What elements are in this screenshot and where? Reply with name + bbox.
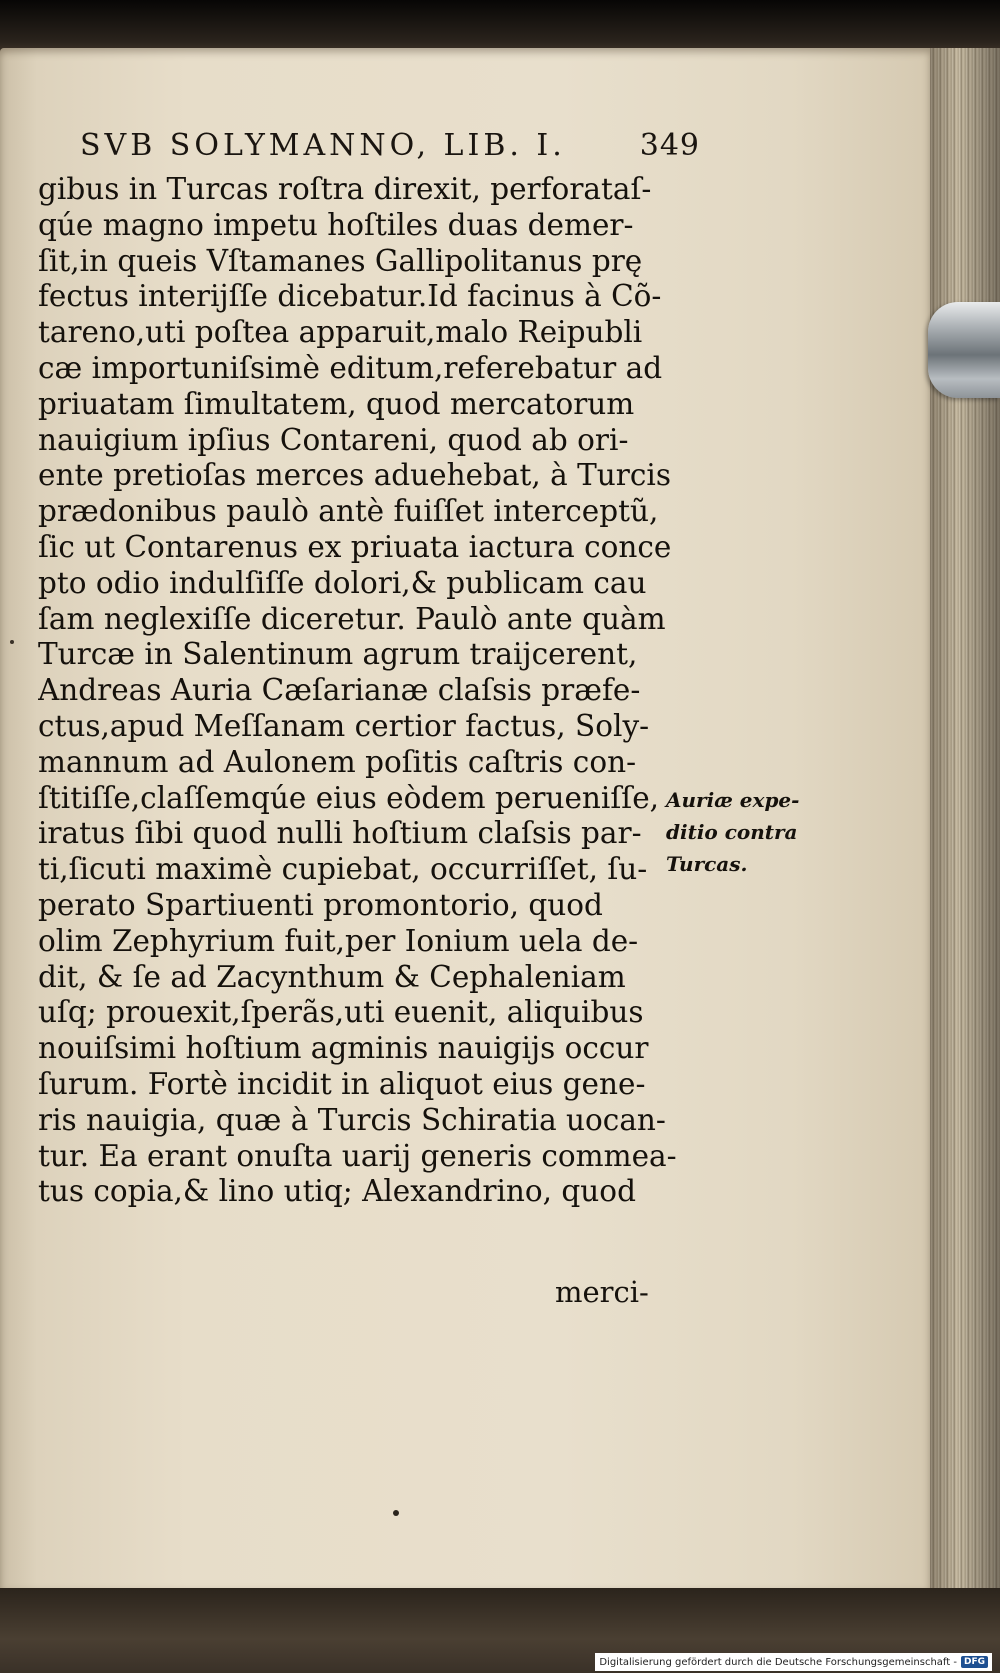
running-head xyxy=(80,128,700,163)
text-line: olim Zephyrium fuit,per Ionium uela de- xyxy=(38,923,639,958)
marginal-note-line: Auriæ expe- xyxy=(666,788,800,812)
text-line: Turcæ in Salentinum agrum traijcerent, xyxy=(38,637,638,672)
marginal-note-line: ditio contra xyxy=(666,820,798,844)
catchword: merci- xyxy=(555,1275,649,1309)
text-line: tus copia,& lino utiq; Alexandrino, quod xyxy=(38,1174,636,1209)
text-line: mannum ad Aulonem poſitis caſtris con- xyxy=(38,744,637,779)
text-line: gibus in Turcas roſtra direxit, perforataſ- xyxy=(38,172,652,206)
marginal-note-line: Turcas. xyxy=(666,852,748,876)
text-line: dit, & ſe ad Zacynthum & Cephaleniam xyxy=(38,959,626,994)
text-line: ſam neglexiſſe diceretur. Paulò ante quàm xyxy=(38,601,666,636)
text-line: Andreas Auria Cæſarianæ claſsis præfe- xyxy=(38,673,641,708)
text-line: pto odio indulſiſſe dolori,& publicam cau xyxy=(38,565,647,600)
body-text xyxy=(38,172,678,1210)
text-line: ti,ſicuti maximè cupiebat, occurriſſet, ſu- xyxy=(38,852,648,887)
text-line: ſtitiſſe,claſſemqúe eius eòdem perueniſſe, xyxy=(38,780,660,815)
page-number: 349 xyxy=(639,128,700,163)
text-line: tareno,uti poſtea apparuit,malo Reipubli xyxy=(38,315,643,350)
text-line: prædonibus paulò antè fuiſſet interceptũ, xyxy=(38,494,659,529)
text-line: ſurum. Fortè incidit in aliquot eius gene- xyxy=(38,1066,646,1101)
text-line: cæ importuniſsimè editum,referebatur ad xyxy=(38,350,663,385)
dfg-logo: DFG xyxy=(961,1656,988,1668)
text-line: iratus ſibi quod nulli hoſtium claſsis par- xyxy=(38,816,642,851)
book-clamp xyxy=(928,302,1000,398)
text-line: ente pretioſas merces aduehebat, à Turcis xyxy=(38,458,671,493)
page-edge-shadow xyxy=(930,48,1000,1588)
text-line: ſic ut Contarenus ex priuata iactura conce xyxy=(38,529,672,564)
digitization-credit xyxy=(595,1653,992,1671)
text-line: ctus,apud Meſſanam certior factus, Soly- xyxy=(38,708,650,743)
text-line: nauigium ipſius Contareni, quod ab ori- xyxy=(38,422,629,457)
marginal-note xyxy=(666,784,816,880)
text-line: perato Spartiuenti promontorio, quod xyxy=(38,887,603,922)
text-line: priuatam ſimultatem, quod mercatorum xyxy=(38,386,635,421)
text-line: fectus interijſſe dicebatur.Id facinus à Cõ- xyxy=(38,279,662,314)
text-line: tur. Ea erant onuſta uarij generis commea- xyxy=(38,1138,677,1173)
text-line: uſq; prouexit,ſperãs,uti euenit, aliquibus xyxy=(38,995,644,1030)
running-head-title: SVB SOLYMANNO, LIB. I. xyxy=(80,128,566,163)
ink-speck xyxy=(10,640,14,644)
text-line: ris nauigia, quæ à Turcis Schiratia uocan- xyxy=(38,1102,666,1137)
text-line: qúe magno impetu hoſtiles duas demer- xyxy=(38,207,634,242)
text-line: nouiſsimi hoſtium agminis nauigijs occur xyxy=(38,1031,649,1066)
credit-text: Digitalisierung gefördert durch die Deutsche Forschungsgemeinschaft - xyxy=(599,1656,957,1668)
printer-mark xyxy=(393,1510,399,1516)
text-line: ſit,in queis Vſtamanes Gallipolitanus prę xyxy=(38,243,643,278)
